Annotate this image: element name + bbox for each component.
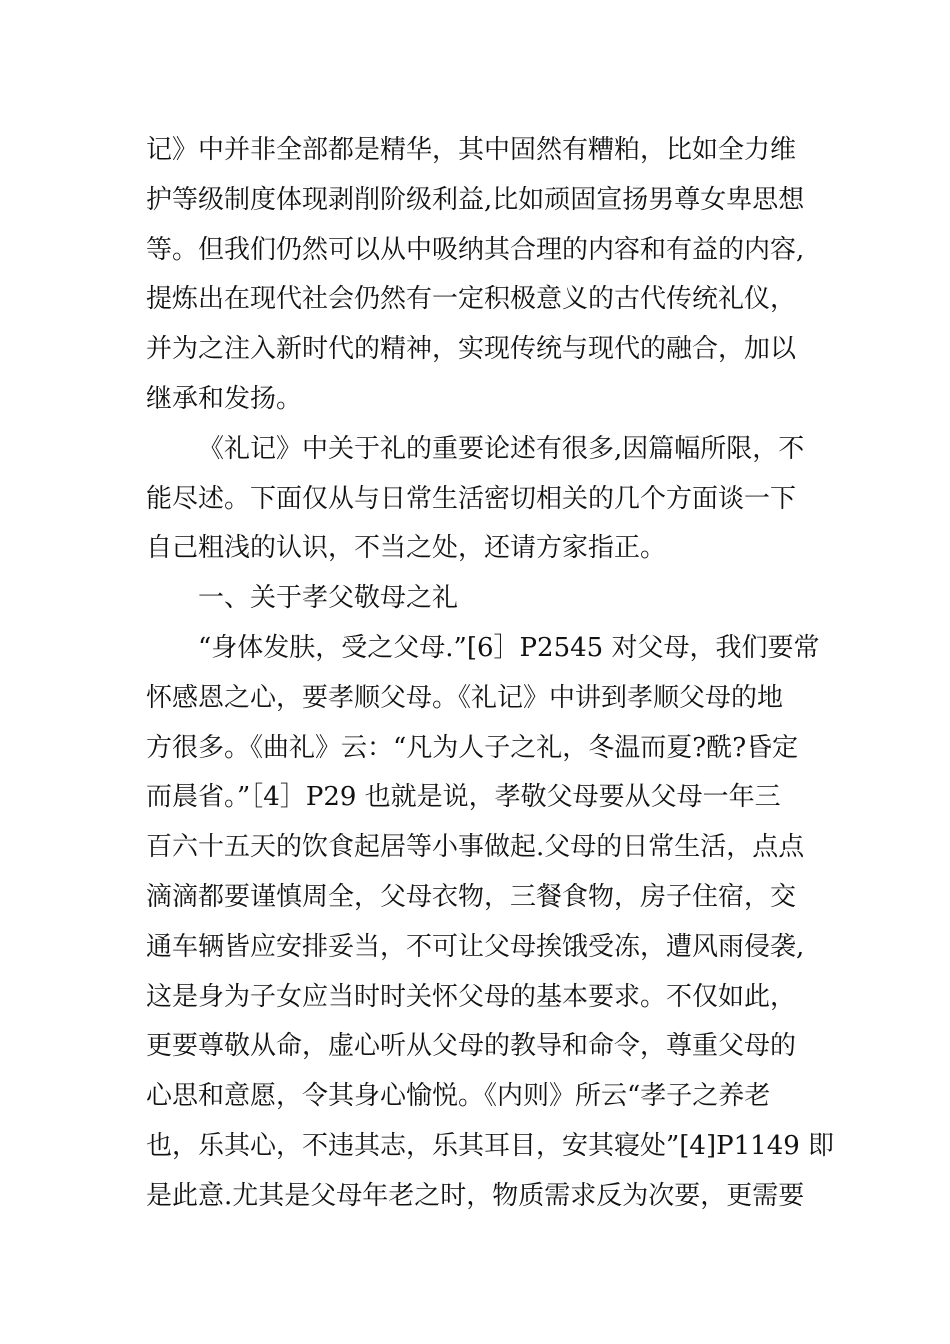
- text-line: 更要尊敬从命，虚心听从父母的教导和命令，尊重父母的: [146, 1031, 797, 1062]
- text-line: 也，乐其心，不违其志，乐其耳目，安其寝处”[4]P1149 即: [146, 1130, 835, 1161]
- text-line: 是此意.尤其是父母年老之时，物质需求反为次要，更需要: [146, 1180, 805, 1211]
- text-line: 通车辆皆应安排妥当，不可让父母挨饿受冻，遭风雨侵袭,: [146, 931, 805, 962]
- text-line: 并为之注入新时代的精神，实现传统与现代的融合，加以: [146, 334, 797, 365]
- paragraph-first-line: “身体发肤，受之父母.”[6］P2545 对父母，我们要常: [198, 632, 820, 663]
- text-line: 继承和发扬。: [146, 383, 303, 414]
- text-line: 等。但我们仍然可以从中吸纳其合理的内容和有益的内容,: [146, 234, 805, 265]
- text-line: 自己粗浅的认识，不当之处，还请方家指正。: [146, 533, 667, 564]
- text-line: 百六十五天的饮食起居等小事做起.父母的日常生活，点点: [146, 832, 805, 863]
- text-line: 能尽述。下面仅从与日常生活密切相关的几个方面谈一下: [146, 483, 797, 514]
- text-line: 心思和意愿，令其身心愉悦。《内则》所云“孝子之养老: [146, 1081, 771, 1112]
- text-line: 而晨省。”［4］P29 也就是说，孝敬父母要从父母一年三: [146, 782, 781, 813]
- section-heading: 一、关于孝父敬母之礼: [198, 583, 459, 614]
- text-line: 怀感恩之心，要孝顺父母。《礼记》中讲到孝顺父母的地: [146, 682, 784, 713]
- text-line: 记》中并非全部都是精华，其中固然有糟粕，比如全力维: [146, 135, 797, 165]
- text-line: 方很多。《曲礼》云：“凡为人子之礼，冬温而夏?酰?昏定: [146, 732, 799, 763]
- paragraph-first-line: 《礼记》中关于礼的重要论述有很多,因篇幅所限，不: [198, 433, 805, 464]
- text-line: 滴滴都要谨慎周全，父母衣物，三餐食物，房子住宿，交: [146, 881, 797, 912]
- body-text: [146, 126, 835, 1222]
- text-line: 这是身为子女应当时时关怀父母的基本要求。不仅如此，: [146, 981, 797, 1012]
- text-line: 提炼出在现代社会仍然有一定积极意义的古代传统礼仪，: [146, 284, 797, 315]
- text-line: 护等级制度体现剥削阶级利益,比如顽固宣扬男尊女卑思想: [146, 184, 805, 215]
